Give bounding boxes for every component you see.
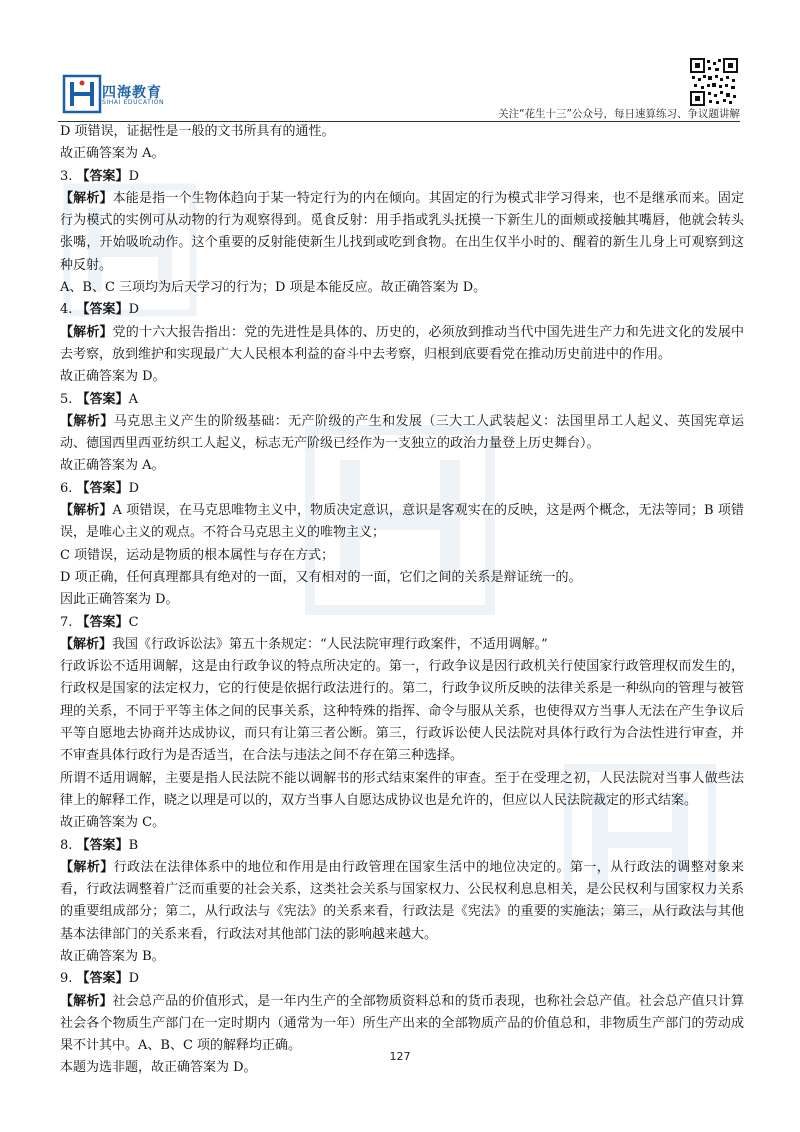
answer-label: 【答案】 xyxy=(76,168,129,184)
text-line: 故正确答案为 D。 xyxy=(60,369,166,385)
answer-content xyxy=(60,121,744,1080)
text-line: 故正确答案为 C。 xyxy=(60,815,166,831)
answer-value: B xyxy=(128,837,139,853)
answer-label: 【答案】 xyxy=(76,614,129,630)
answer-value: D xyxy=(128,971,139,987)
question-number: 7. xyxy=(60,614,73,630)
text-line: 故正确答案为 B。 xyxy=(60,948,165,964)
answer-label: 【答案】 xyxy=(76,971,129,987)
analysis-label: 【解析】 xyxy=(60,413,114,429)
answer-line-q5 xyxy=(60,389,744,411)
answer-line-q7 xyxy=(60,612,744,634)
answer-label: 【答案】 xyxy=(76,837,129,853)
analysis-text: 本能是指一个生物体趋向于某一特定行为的内在倾向。其固定的行为模式非学习得来，也不是继承而来。固定行为模式的实例可从动物的行为观察得到。觅食反射：用手指或乳头抚摸一下新生儿的面颊或接触其嘴唇，他就会转头张嘴，开始吸吮动作。这个重要的反射能使新生儿找到或吃到食物。在出生仅半小时的、醒着的新生儿身上可观察到这种反射。 xyxy=(60,190,744,273)
analysis-text: A 项错误，在马克思唯物主义中，物质决定意识，意识是客观实在的反映，这是两个概念，无法等同；B 项错误，是唯心主义的观点。不符合马克思主义的唯物主义； xyxy=(60,503,744,541)
text-line: A、B、C 三项均为后天学习的行为；D 项是本能反应。故正确答案为 D。 xyxy=(60,280,487,296)
answer-label: 【答案】 xyxy=(76,302,129,318)
answer-value: D xyxy=(128,302,139,318)
question-number: 9. xyxy=(60,971,73,987)
analysis-q7 xyxy=(60,634,744,656)
answer-line-q8 xyxy=(60,835,744,857)
analysis-label: 【解析】 xyxy=(60,503,113,519)
analysis-text: 社会总产品的价值形式，是一年内生产的全部物质资料总和的货币表现，也称社会总产值。社会总产值只计算社会各个物质生产部门在一定时期内（通常为一年）所生产出来的全部物质产品的价值总和，非物质生产部门的劳动成果不计其中。A、B、C 项的解释均正确。 xyxy=(60,993,744,1054)
analysis-q4 xyxy=(60,322,744,367)
logo-text: 四海教育 xyxy=(102,85,162,101)
text-line: 故正确答案为 A。 xyxy=(60,146,165,162)
text-line: 本题为选非题，故正确答案为 D。 xyxy=(60,1060,257,1076)
answer-label: 【答案】 xyxy=(76,391,129,407)
answer-line-q3 xyxy=(60,166,744,188)
answer-line-q6 xyxy=(60,478,744,500)
question-number: 5. xyxy=(60,391,73,407)
analysis-text: 马克思主义产生的阶级基础：无产阶级的产生和发展（三大工人武装起义：法国里昂工人起义、英国宪章运动、德国西里西亚纺织工人起义，标志无产阶级已经作为一支独立的政治力量登上历史舞台）。 xyxy=(60,413,744,452)
analysis-label: 【解析】 xyxy=(60,636,113,652)
analysis-label: 【解析】 xyxy=(60,324,113,340)
text-line: C 项错误，运动是物质的根本属性与存在方式； xyxy=(60,547,335,563)
question-number: 8. xyxy=(60,837,73,853)
answer-line-q9 xyxy=(60,968,744,990)
question-number: 3. xyxy=(60,168,73,184)
header-note: 关注“花生十三”公众号，每日速算练习、争议题讲解 xyxy=(498,108,740,120)
analysis-label: 【解析】 xyxy=(60,859,114,875)
page-header xyxy=(0,0,800,118)
analysis-text: 党的十六大报告指出：党的先进性是具体的、历史的，必须放到推动当代中国先进生产力和先进文化的发展中去考察，放到维护和实现最广大人民根本利益的奋斗中去考察，归根到底要看党在推动历史前进中的作用。 xyxy=(60,324,744,362)
text-line: 所谓不适用调解，主要是指人民法院不能以调解书的形式结束案件的审查。至于在受理之初，人民法院对当事人做些法律上的解释工作，晓之以理是可以的，双方当事人自愿达成协议也是允许的，但应以人民法院裁定的形式结案。 xyxy=(60,770,744,808)
analysis-text: 我国《行政诉讼法》第五十条规定：“人民法院审理行政案件，不适用调解。” xyxy=(112,636,548,652)
answer-value: A xyxy=(128,391,138,407)
analysis-q5 xyxy=(60,411,744,456)
text-line: D 项错误，证据性是一般的文书所具有的通性。 xyxy=(60,124,335,139)
qr-code-icon xyxy=(690,58,738,106)
answer-line-q4 xyxy=(60,299,744,321)
analysis-q8 xyxy=(60,857,744,946)
analysis-q3 xyxy=(60,188,744,277)
answer-value: D xyxy=(128,168,139,184)
question-number: 6. xyxy=(60,480,73,496)
page-number: 127 xyxy=(389,1050,411,1063)
text-line: 因此正确答案为 D。 xyxy=(60,592,179,608)
text-line: D 项正确，任何真理都具有绝对的一面，又有相对的一面，它们之间的关系是辩证统一的。 xyxy=(60,569,582,585)
analysis-q9 xyxy=(60,991,744,1058)
analysis-q6 xyxy=(60,500,744,545)
logo-subtext: SIHAI EDUCATION xyxy=(102,99,165,106)
text-line: 故正确答案为 A。 xyxy=(60,458,165,474)
answer-label: 【答案】 xyxy=(76,480,129,496)
question-number: 4. xyxy=(60,302,73,318)
analysis-text: 行政法在法律体系中的地位和作用是由行政管理在国家生活中的地位决定的。第一，从行政法的调整对象来看，行政法调整着广泛而重要的社会关系，这类社会关系与国家权力、公民权利息息相关，是公民权利与国家权力关系的重要组成部分；第二，从行政法与《宪法》的关系来看，行政法是《宪法》的重要的实施法；第三，从行政法与其他基本法律部门的关系来看，行政法对其他部门法的影响越来越大。 xyxy=(60,859,744,942)
analysis-label: 【解析】 xyxy=(60,993,113,1009)
answer-value: D xyxy=(128,480,139,496)
answer-value: C xyxy=(128,614,139,630)
text-line: 行政诉讼不适用调解，这是由行政争议的特点所决定的。第一，行政争议是因行政机关行使国家行政管理权而发生的，行政权是国家的法定权力，它的行使是依据行政法进行的。第二，行政争议所反映的法律关系是一种纵向的管理与被管理的关系，不同于平等主体之间的民事关系，这种特殊的指挥、命令与服从关系，也使得双方当事人无法在产生争议后平等自愿地去协商并达成协议，而只有让第三者公断。第三，行政诉讼使人民法院对具体行政行为合法性进行审查，并不审查具体行政行为是否适当，在合法与违法之间不存在第三种选择。 xyxy=(60,659,744,764)
analysis-label: 【解析】 xyxy=(60,190,113,206)
